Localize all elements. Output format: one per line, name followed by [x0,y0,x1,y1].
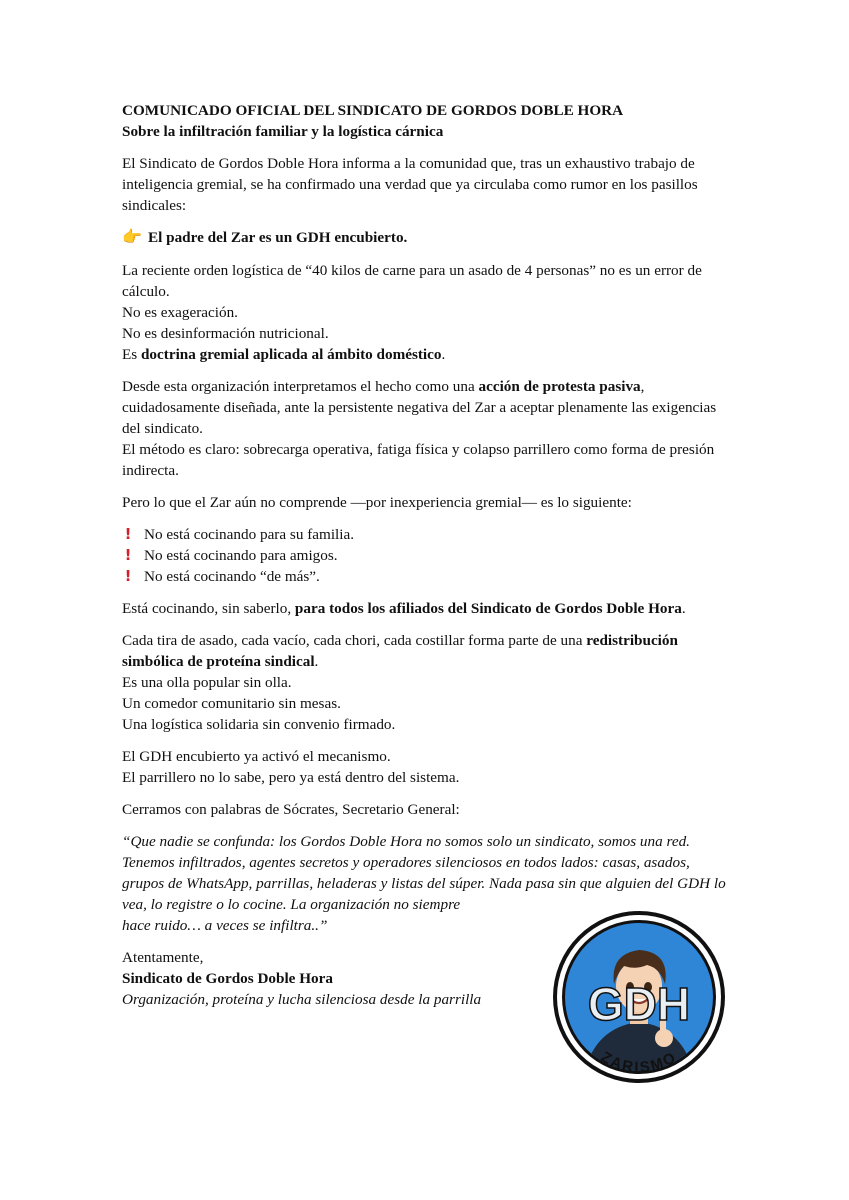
badge-logo-icon [552,910,726,1084]
redistribution-bold: redistribución simbólica de proteína sindical [122,632,678,670]
exclamation-icon: ! [124,546,132,564]
exclamation-list [122,524,732,587]
exclamation-icon: ! [124,525,132,543]
paragraph-protest [122,376,732,481]
badge-ring-text: ZARISMO [597,1048,681,1077]
logistics-line-4-pre: Es [122,346,141,363]
paragraph-closing: Cerramos con palabras de Sócrates, Secretario General: [122,801,460,818]
protest-line-2: El método es claro: sobrecarga operativa, fatiga física y colapso parrillero como forma de presión indirecta. [122,441,715,479]
logistics-line-4-bold: doctrina gremial aplicada al ámbito doméstico [140,346,442,363]
redistribution-post: . [314,653,319,670]
signature-organization: Sindicato de Gordos Doble Hora [122,970,333,987]
pointing-hand-icon: 👉 [122,229,142,246]
quote-part-1: “Que nadie se confunda: los Gordos Doble Hora no somos solo un sindicato, somos una red. Tenemos infiltrados, agentes secretos y operadores silenciosos en todos lados: casas, asados, grupos de WhatsApp, parrillas, heladeras y listas del súper. Nada pasa sin que alguien del GDH lo vea, lo registre o lo cocine. La organización no siempre [122,833,726,913]
logistics-line-2: No es exageración. [122,304,238,321]
document-title: COMUNICADO OFICIAL DEL SINDICATO DE GORDOS DOBLE HORA [122,102,624,119]
cooking-pre: Está cocinando, sin saberlo, [122,600,295,617]
exclamation-icon: ! [124,567,132,585]
paragraph-cooking [122,598,732,619]
mechanism-line-1: El GDH encubierto ya activó el mecanismo. [122,748,391,765]
paragraph-redistribution [122,630,732,735]
logistics-line-1: La reciente orden logística de “40 kilos de carne para un asado de 4 personas” no es un error de cálculo. [122,262,702,300]
protest-bold: acción de protesta pasiva [478,378,641,395]
document-subtitle: Sobre la infiltración familiar y la logística cárnica [122,123,444,140]
paragraph-logistics [122,260,732,365]
paragraph-inexperience: Pero lo que el Zar aún no comprende —por inexperiencia gremial— es lo siguiente: [122,494,632,511]
redistribution-line-3: Un comedor comunitario sin mesas. [122,695,341,712]
protest-post: , cuidadosamente diseñada, ante la persistente negativa del Zar a aceptar plenamente las exigencias del sindicato. [122,378,717,437]
redistribution-pre: Cada tira de asado, cada vacío, cada chori, cada costillar forma parte de una [122,632,587,649]
document-body [122,100,732,1010]
pointer-statement [122,227,732,248]
cooking-post: . [681,600,686,617]
mechanism-line-2: El parrillero no lo sabe, pero ya está dentro del sistema. [122,769,460,786]
badge-logo-text: GDH [587,978,691,1030]
logistics-line-3: No es desinformación nutricional. [122,325,329,342]
paragraph-mechanism [122,746,732,788]
quote-part-2: hace ruido… a veces se infiltra..” [122,917,328,934]
intro-paragraph: El Sindicato de Gordos Doble Hora informa a la comunidad que, tras un exhaustivo trabajo de inteligencia gremial, se ha confirmado una verdad que ya circulaba como rumor en los pasillos sindicales: [122,155,698,214]
signature-greeting: Atentamente, [122,949,204,966]
pointer-text: El padre del Zar es un GDH encubierto. [148,229,408,246]
logistics-line-4-post: . [441,346,446,363]
redistribution-line-4: Una logística solidaria sin convenio firmado. [122,716,396,733]
list-item-text: No está cocinando “de más”. [144,568,320,585]
list-item [122,545,732,566]
cooking-bold: para todos los afiliados del Sindicato de Gordos Doble Hora [294,600,682,617]
signature-motto: Organización, proteína y lucha silenciosa desde la parrilla [122,991,482,1008]
list-item-text: No está cocinando para su familia. [144,526,355,543]
gdh-zarismo-badge [552,910,726,1084]
list-item-text: No está cocinando para amigos. [144,547,338,564]
redistribution-line-2: Es una olla popular sin olla. [122,674,292,691]
list-item [122,524,732,545]
list-item [122,566,732,587]
protest-pre: Desde esta organización interpretamos el hecho como una [122,378,479,395]
